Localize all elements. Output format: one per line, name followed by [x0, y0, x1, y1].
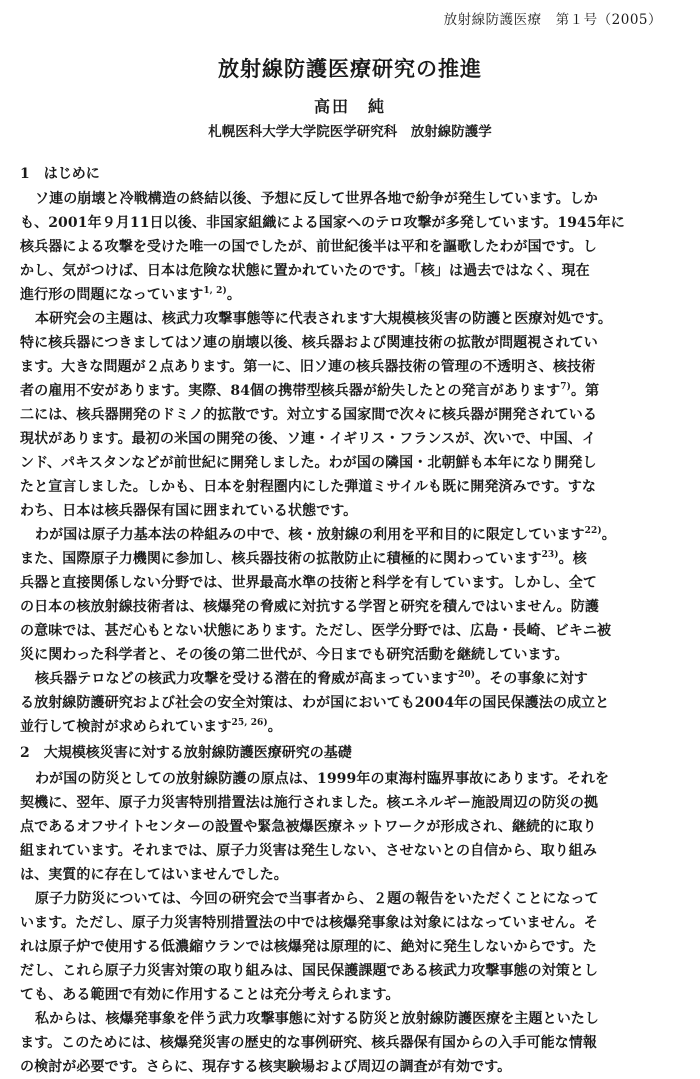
text-line: 核兵器テロなどの核武力攻撃を受ける潜在的脅威が高まっています$^{20)}$。その事象に対す: [35, 670, 588, 687]
paragraph: [20, 667, 682, 739]
paper-title: 放射線防護医療研究の推進: [218, 56, 482, 81]
section-heading: 1 はじめに: [20, 166, 100, 182]
text-line: ます。このためには、核爆発災害の歴史的な事例研究、核兵器保有国からの入手可能な情報: [20, 1035, 597, 1051]
text-line: 進行形の問題になっています$^{1, 2)}$。: [20, 286, 241, 303]
paragraph: [20, 767, 682, 887]
text-line: 組まれています。それまでは、原子力災害は発生しない、させないとの自信から、取り組み: [20, 843, 597, 859]
text-line: の検討が必要です。さらに、現存する核実験場および周辺の調査が有効です。: [20, 1059, 512, 1075]
text-line: も、2001年９月11日以後、非国家組織による国家へのテロ攻撃が多発しています。1945年に: [20, 215, 625, 231]
text-line: います。ただし、原子力災害特別措置法の中では核爆発事象は対象にはなっていません。そ: [20, 915, 598, 931]
text-line: ても、ある範囲で有効に作用することは充分考えられます。: [20, 987, 400, 1003]
text-line: わち、日本は核兵器保有国に囲まれている状態です。: [20, 503, 358, 519]
journal-header: 放射線防護医療 第１号（2005）: [443, 12, 662, 28]
paragraph: [20, 187, 682, 307]
text-line: 兵器と直接関係しない分野では、世界最高水準の技術と科学を有しています。しかし、全て: [20, 575, 597, 591]
text-line: わが国は原子力基本法の枠組みの中で、核・放射線の利用を平和目的に限定しています$^{22)}$。: [35, 526, 616, 543]
text-line: だし、これら原子力災害対策の取り組みは、国民保護課題である核武力攻撃事態の対策とし: [20, 963, 599, 979]
text-line: わが国の防災としての放射線防護の原点は、1999年の東海村臨界事故にあります。それを: [35, 771, 610, 787]
citation-superscript: 25, 26): [231, 718, 268, 728]
paragraph: [20, 1007, 682, 1079]
text-line: 並行して検討が求められています$^{25, 26)}$。: [20, 718, 282, 735]
text-line: 現状があります。最初の米国の開発の後、ソ連・イギリス・フランスが、次いで、中国、イ: [20, 431, 596, 447]
text-line: 点であるオフサイトセンターの設置や緊急被爆医療ネットワークが形成され、継続的に取り: [20, 819, 597, 835]
citation-superscript: 1, 2): [203, 286, 227, 296]
text-line: また、国際原子力機関に参加し、核兵器技術の拡散防止に積極的に関わっています$^{23)}$。核: [20, 550, 587, 567]
author-affiliation: 札幌医科大学大学院医学研究科 放射線防護学: [208, 124, 492, 140]
text-line: 核兵器による攻撃を受けた唯一の国でしたが、前世紀後半は平和を謳歌したわが国です。し: [20, 239, 597, 255]
text-line: る放射線防護研究および社会の安全対策は、わが国においても2004年の国民保護法の成立と: [20, 695, 610, 711]
text-line: ます。大きな問題が２点あります。第一に、旧ソ連の核兵器技術の管理の不透明さ、核技術: [20, 359, 596, 375]
citation-superscript: 22): [584, 526, 602, 536]
text-line: ソ連の崩壊と冷戦構造の終結以後、予想に反して世界各地で紛争が発生しています。しか: [35, 191, 598, 207]
text-line: 本研究会の主題は、核武力攻撃事態等に代表されます大規模核災害の防護と医療対処です。: [35, 311, 612, 327]
text-line: 契機に、翌年、原子力災害特別措置法は施行されました。核エネルギー施設周辺の防災の拠: [20, 795, 599, 811]
text-line: は、実質的に存在してはいませんでした。: [20, 867, 288, 883]
text-line: ンド、パキスタンなどが前世紀に開発しました。わが国の隣国・北朝鮮も本年になり開発し: [20, 455, 597, 471]
citation-superscript: 23): [541, 550, 559, 560]
paragraph: [20, 887, 682, 1007]
text-line: れは原子炉で使用する低濃縮ウランでは核爆発は原理的に、絶対に発生しないからです。た: [20, 939, 597, 955]
text-line: 私からは、核爆発事象を伴う武力攻撃事態に対する防災と放射線防護医療を主題といたし: [35, 1011, 599, 1027]
text-line: の日本の核放射線技術者は、核爆発の脅威に対抗する学習と研究を積んではいません。防護: [20, 599, 599, 615]
text-line: かし、気がつけば、日本は危険な状態に置かれていたのです。「核」は過去ではなく、現在: [20, 263, 590, 279]
paragraph: [20, 523, 682, 667]
text-line: 特に核兵器につきましてはソ連の崩壊以後、核兵器および関連技術の拡散が問題視されてい: [20, 335, 598, 351]
text-line: たと宣言しました。しかも、日本を射程圏内にした弾道ミサイルも既に開発済みです。すな: [20, 479, 596, 495]
paragraph: [20, 307, 682, 523]
text-line: 者の雇用不安があります。実際、84個の携帯型核兵器が紛失したとの発言があります$^{7)}$。第: [20, 382, 600, 399]
text-line: の意味では、甚だ心もとない状態にあります。ただし、医学分野では、広島・長崎、ビキニ被: [20, 623, 612, 639]
text-line: 原子力防災については、今回の研究会で当事者から、２題の報告をいただくことになって: [35, 891, 599, 907]
text-line: 災に関わった科学者と、その後の第二世代が、今日までも研究活動を継続しています。: [20, 647, 569, 663]
citation-superscript: 20): [458, 670, 476, 680]
section-heading: 2 大規模核災害に対する放射線防護医療研究の基礎: [20, 745, 352, 761]
text-line: 二には、核兵器開発のドミノ的拡散です。対立する国家間で次々に核兵器が開発されている: [20, 407, 597, 423]
author-name: 高田 純: [313, 97, 386, 116]
citation-superscript: 7): [560, 382, 571, 392]
